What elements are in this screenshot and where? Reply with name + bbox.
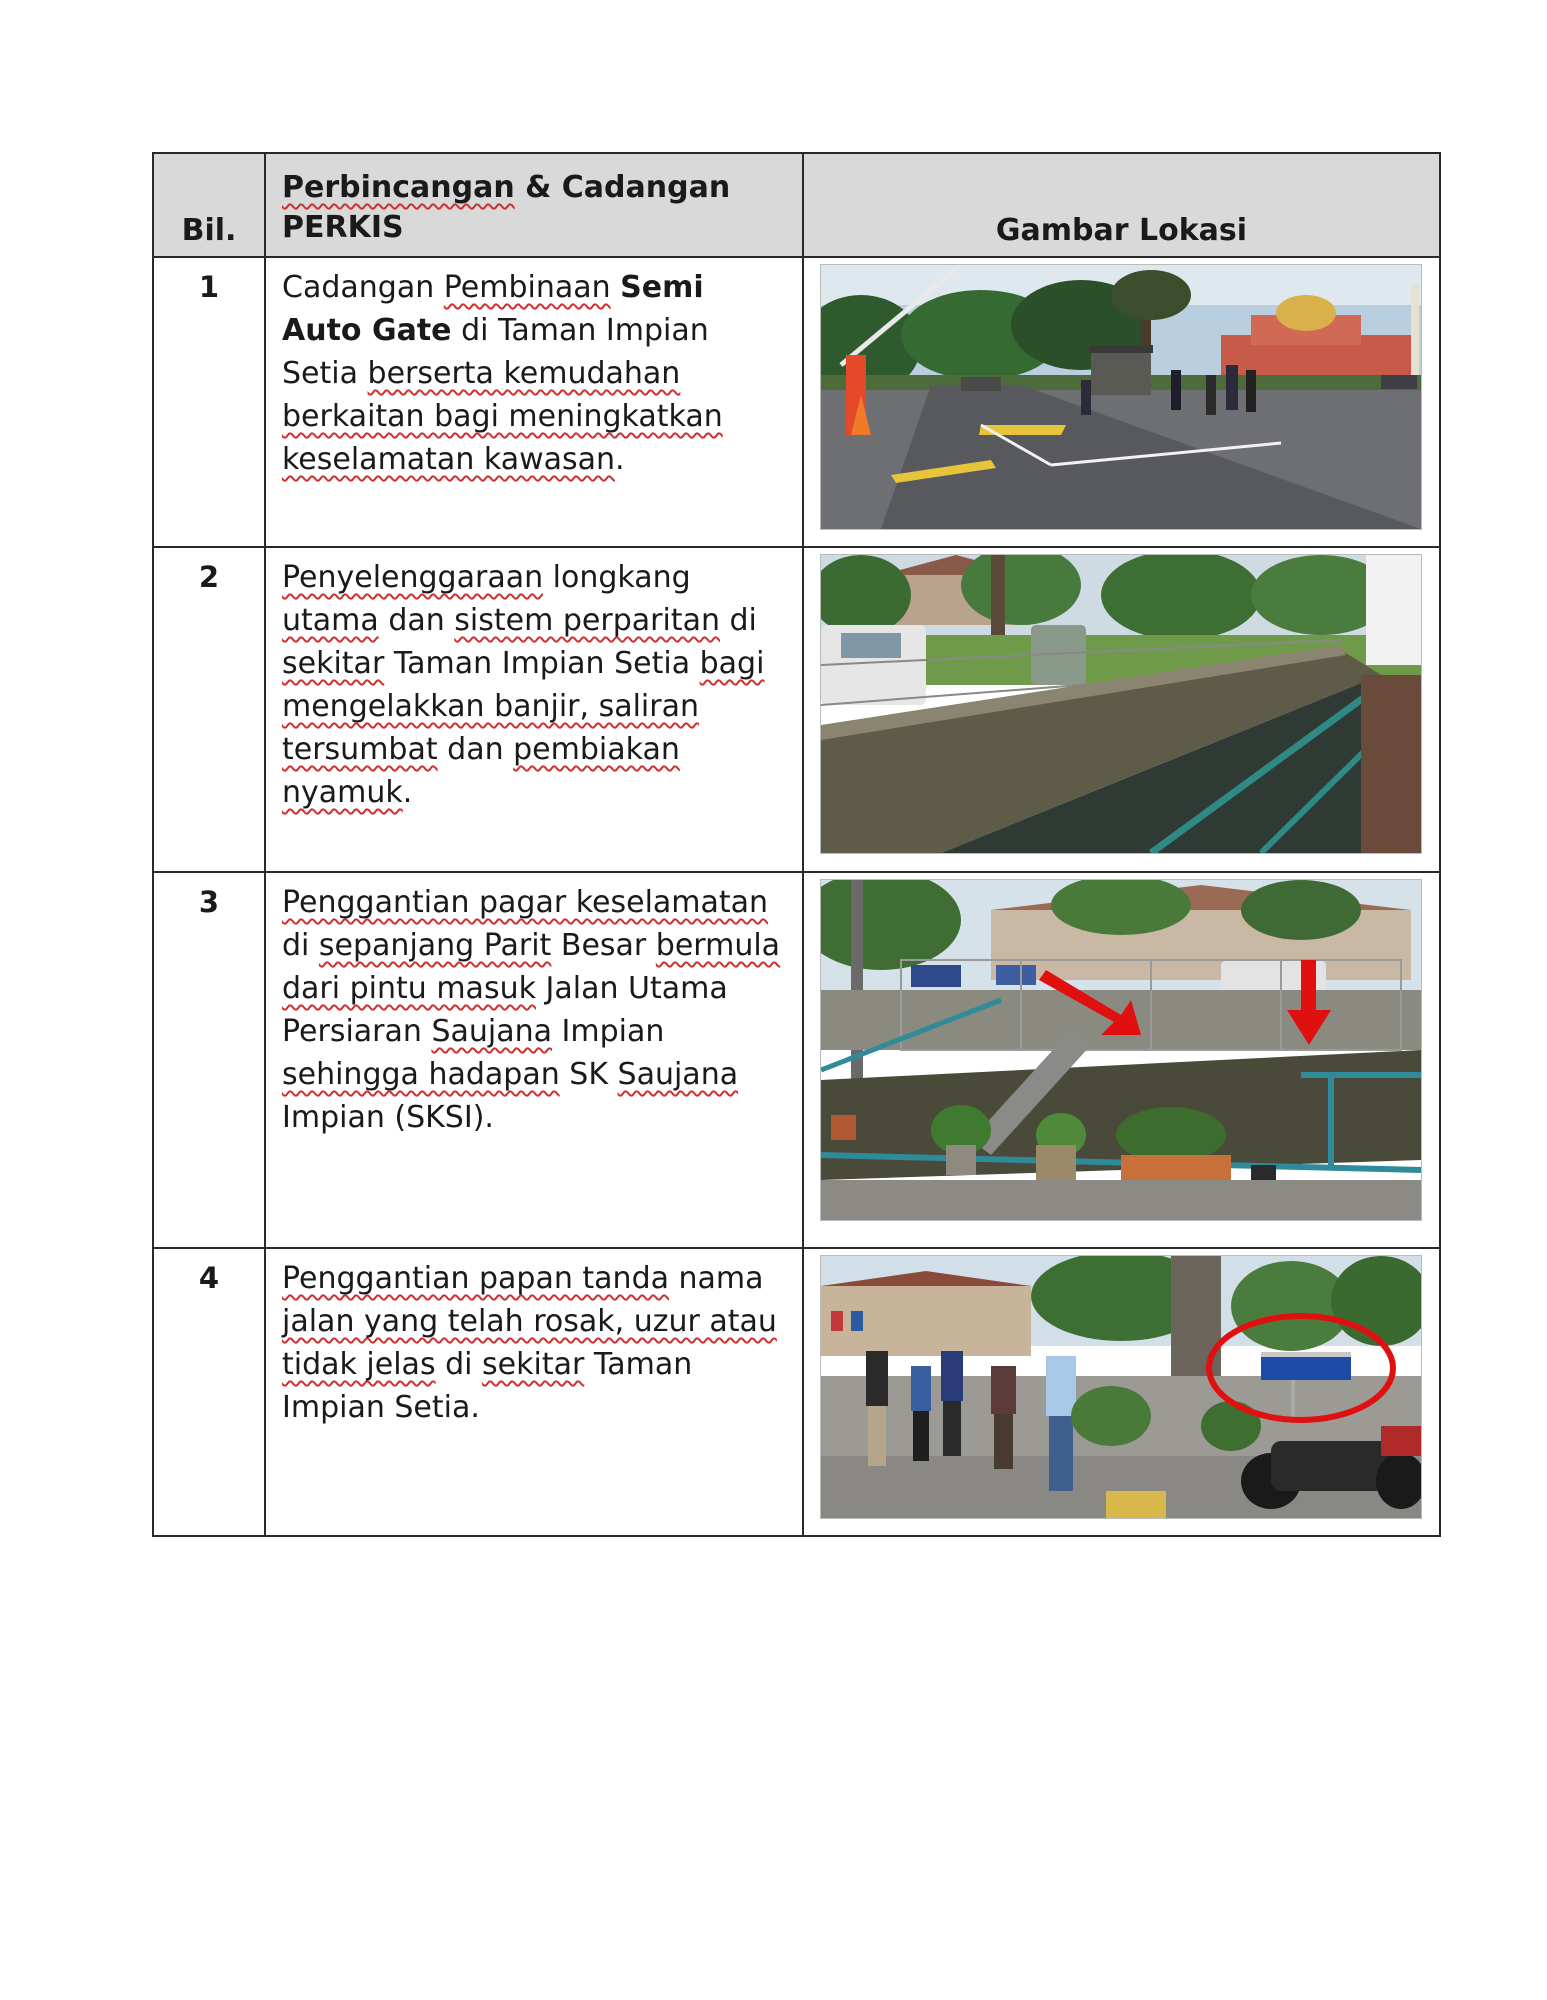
row-description: Penyelenggaraan longkang utama dan sistem perparitan di sekitar Taman Impian Setia bagi mengelakkan banjir, saliran tersumbat dan pembiakan nyamuk. [265,547,803,872]
row-image-cell [803,257,1440,547]
row-image-cell [803,872,1440,1248]
row-image-cell [803,1248,1440,1536]
row-number: 1 [153,257,265,547]
road-sign-inspection-photo [820,1255,1422,1519]
header-bil: Bil. [153,153,265,257]
row-description: Penggantian pagar keselamatan di sepanjang Parit Besar bermula dari pintu masuk Jalan Utama Persiaran Saujana Impian sehingga hadapan SK Saujana Impian (SKSI). [265,872,803,1248]
table-header-row [153,153,1440,257]
header-discussion: Perbincangan & Cadangan PERKIS [265,153,803,257]
row-number: 3 [153,872,265,1248]
fence-canal-photo [820,879,1422,1221]
road-barrier-gate-photo [820,264,1422,530]
row-description: Cadangan Pembinaan Semi Auto Gate di Taman Impian Setia berserta kemudahan berkaitan bagi meningkatkan keselamatan kawasan. [265,257,803,547]
table-row [153,1248,1440,1536]
header-location-image: Gambar Lokasi [803,153,1440,257]
discussion-table [152,152,1441,1537]
row-description: Penggantian papan tanda nama jalan yang telah rosak, uzur atau tidak jelas di sekitar Taman Impian Setia. [265,1248,803,1536]
table-row [153,872,1440,1248]
row-image-cell [803,547,1440,872]
table-row [153,547,1440,872]
row-number: 4 [153,1248,265,1536]
row-number: 2 [153,547,265,872]
table-row [153,257,1440,547]
drain-canal-photo [820,554,1422,854]
